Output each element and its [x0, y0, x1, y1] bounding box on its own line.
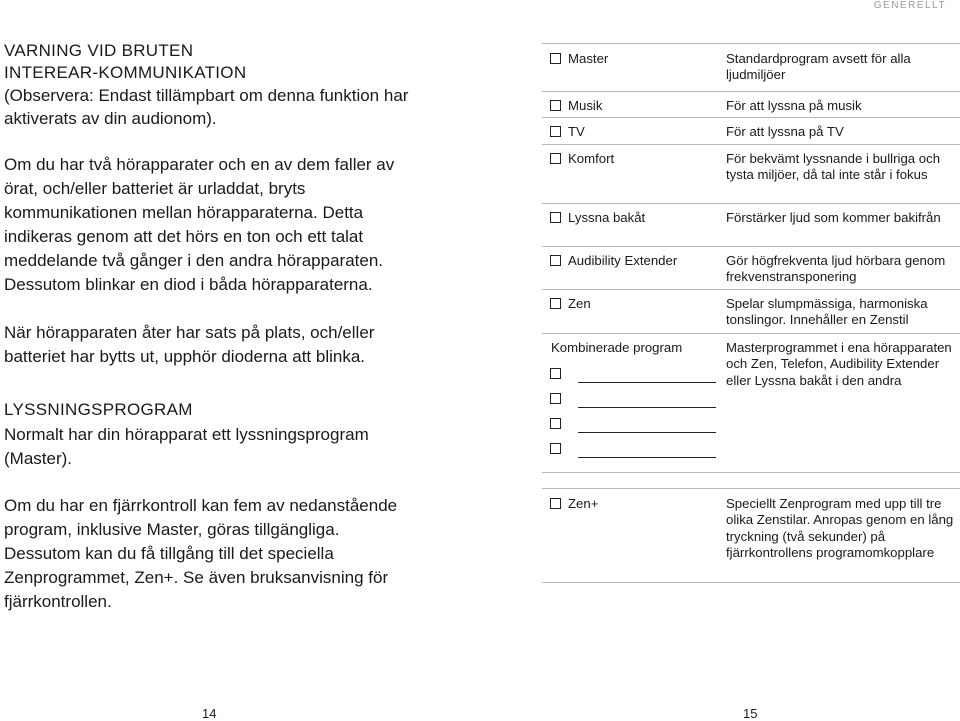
checkbox[interactable] [550, 255, 561, 266]
warning-title-line2: INTEREAR-KOMMUNIKATION [4, 63, 247, 82]
blank-entry [542, 441, 726, 466]
checkbox[interactable] [550, 298, 561, 309]
program-table [542, 43, 960, 473]
blank-entry [542, 366, 726, 391]
program-name: Musik [568, 98, 603, 113]
program-name: TV [568, 124, 585, 139]
checkbox[interactable] [550, 443, 561, 454]
program-name: Komfort [568, 151, 615, 166]
page-number-right: 15 [743, 706, 758, 721]
checkbox[interactable] [550, 418, 561, 429]
combined-label: Kombinerade program [551, 340, 683, 355]
program-desc: För att lyssna på musik [726, 92, 960, 118]
program-desc: För bekvämt lyssnande i bullriga och tysta miljöer, då tal inte står i fokus [726, 145, 960, 204]
program-desc: Gör högfrekventa ljud hörbara genom frekvenstransponering [726, 247, 960, 290]
program-name: Lyssna bakåt [568, 210, 646, 225]
warning-section [4, 40, 420, 130]
table-row [542, 290, 960, 334]
write-line [578, 407, 716, 408]
table-row [542, 145, 960, 204]
warning-note: (Observera: Endast tillämpbart om denna funktion har aktiverats av din audionom). [4, 86, 409, 128]
blank-entry [542, 391, 726, 416]
combined-desc: Masterprogrammet i ena hörapparaten och Zen, Telefon, Audibility Extender eller Lyssna bakåt i den andra [726, 334, 960, 473]
page-number-left: 14 [202, 706, 217, 721]
program-desc: För att lyssna på TV [726, 118, 960, 145]
program-name: Audibility Extender [568, 253, 678, 268]
write-line [578, 382, 716, 383]
checkbox[interactable] [550, 153, 561, 164]
reset-paragraph: När hörapparaten åter har sats på plats, och/eller batteriet har bytts ut, upphör dioderna att blinka. [4, 323, 375, 366]
program-desc: Standardprogram avsett för alla ljudmiljöer [726, 44, 960, 92]
programs-heading: LYSSNINGSPROGRAM [4, 400, 193, 419]
program-desc: Spelar slumpmässiga, harmoniska tonslingor. Innehåller en Zenstil [726, 290, 960, 334]
table-row [542, 247, 960, 290]
checkbox[interactable] [550, 53, 561, 64]
table-row [542, 92, 960, 118]
intro-paragraph: Om du har två hörapparater och en av dem faller av örat, och/eller batteriet är urladdat, bryts kommunikationen mellan hörapparaterna. Detta indikeras genom att det hörs en ton och ett talat meddelande två gånger i den andra hörapparaten. Dessutom blinkar en diod i båda hörapparaterna. [4, 155, 395, 294]
checkbox[interactable] [550, 212, 561, 223]
write-line [578, 432, 716, 433]
checkbox[interactable] [550, 126, 561, 137]
checkbox[interactable] [550, 498, 561, 509]
checkbox[interactable] [550, 368, 561, 379]
warning-title-line1: VARNING VID BRUTEN [4, 41, 194, 60]
table-row [542, 118, 960, 145]
program-desc: Speciellt Zenprogram med upp till tre olika Zenstilar. Anropas genom en lång tryckning (två sekunder) på fjärrkontrollens programomkopplare [726, 489, 960, 583]
checkbox[interactable] [550, 393, 561, 404]
remote-paragraph: Om du har en fjärrkontroll kan fem av nedanstående program, inklusive Master, göras tillgängliga. Dessutom kan du få tillgång till det speciella Zenprogrammet, Zen+. Se även bruksanvisning för fjärrkontrollen. [4, 496, 398, 611]
checkbox[interactable] [550, 100, 561, 111]
program-desc: Förstärker ljud som kommer bakifrån [726, 204, 960, 247]
table-row [542, 489, 960, 583]
write-line [578, 457, 716, 458]
program-name: Zen [568, 296, 591, 311]
table-row [542, 204, 960, 247]
section-label: GENERELLT [873, 0, 946, 11]
table-row [542, 334, 960, 473]
programs-intro: Normalt har din hörapparat ett lyssningsprogram (Master). [4, 425, 369, 468]
table-row [542, 44, 960, 92]
program-name: Zen+ [568, 496, 599, 511]
zen-plus-table [542, 488, 960, 583]
blank-entry [542, 416, 726, 441]
program-name: Master [568, 51, 609, 66]
